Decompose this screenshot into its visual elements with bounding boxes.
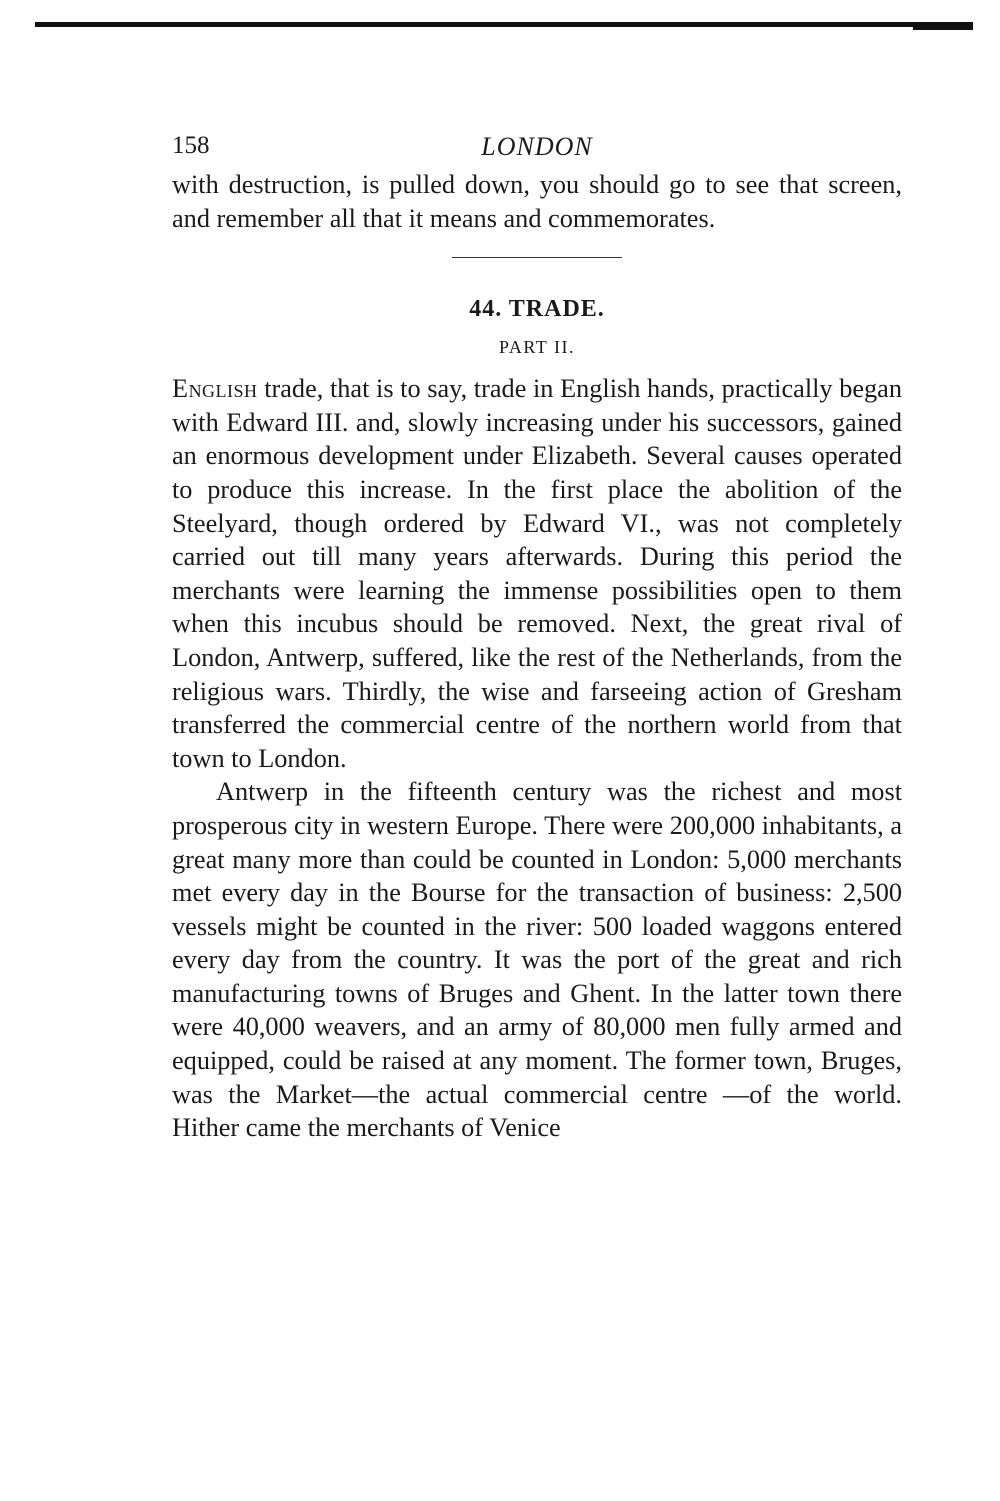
paragraph-lead-word: English xyxy=(172,374,258,404)
paragraph-body: trade, that is to say, trade in English hands, practically began with Edward III. and, slowly increasing under his successors, gained an enormous development under Elizabeth. Several causes operated to produce this increase. In the first place the abolition of the Steelyard, though ordered by Edward VI., was not completely carried out till many years afterwards. During this period the merchants were learning the immense possibilities open to them when this incubus should be removed. Next, the great rival of London, Antwerp, suffered, like the rest of the Netherlands, from the religious wars. Thirdly, the wise and farseeing action of Gresham transferred the commercial centre of the northern world from that town to London. xyxy=(172,374,902,773)
paragraph-english-trade xyxy=(172,372,902,775)
section-divider xyxy=(452,257,622,258)
paragraph-antwerp: Antwerp in the fifteenth century was the richest and most prosperous city in western Europe. There were 200,000 inhabitants, a great many more than could be counted in London: 5,000 merchants met every day in the Bourse for the transaction of business: 2,500 vessels might be counted in the river: 500 loaded waggons entered every day from the country. It was the port of the great and rich manufacturing towns of Bruges and Ghent. In the latter town there were 40,000 weavers, and an army of 80,000 men fully armed and equipped, could be raised at any moment. The former town, Bruges, was the Market—the actual commercial centre —of the world. Hither came the merchants of Venice xyxy=(172,777,902,1143)
page-header xyxy=(172,128,902,168)
page-number: 158 xyxy=(172,132,210,159)
continuation-paragraph: with destruction, is pulled down, you should go to see that screen, and remember all that it means and commemorates. xyxy=(172,170,902,233)
section-part-label: PART II. xyxy=(499,337,575,358)
book-page xyxy=(172,128,902,1145)
section-heading: 44. TRADE. xyxy=(469,296,605,323)
running-title: LONDON xyxy=(481,132,593,161)
top-border-rule xyxy=(35,22,973,27)
